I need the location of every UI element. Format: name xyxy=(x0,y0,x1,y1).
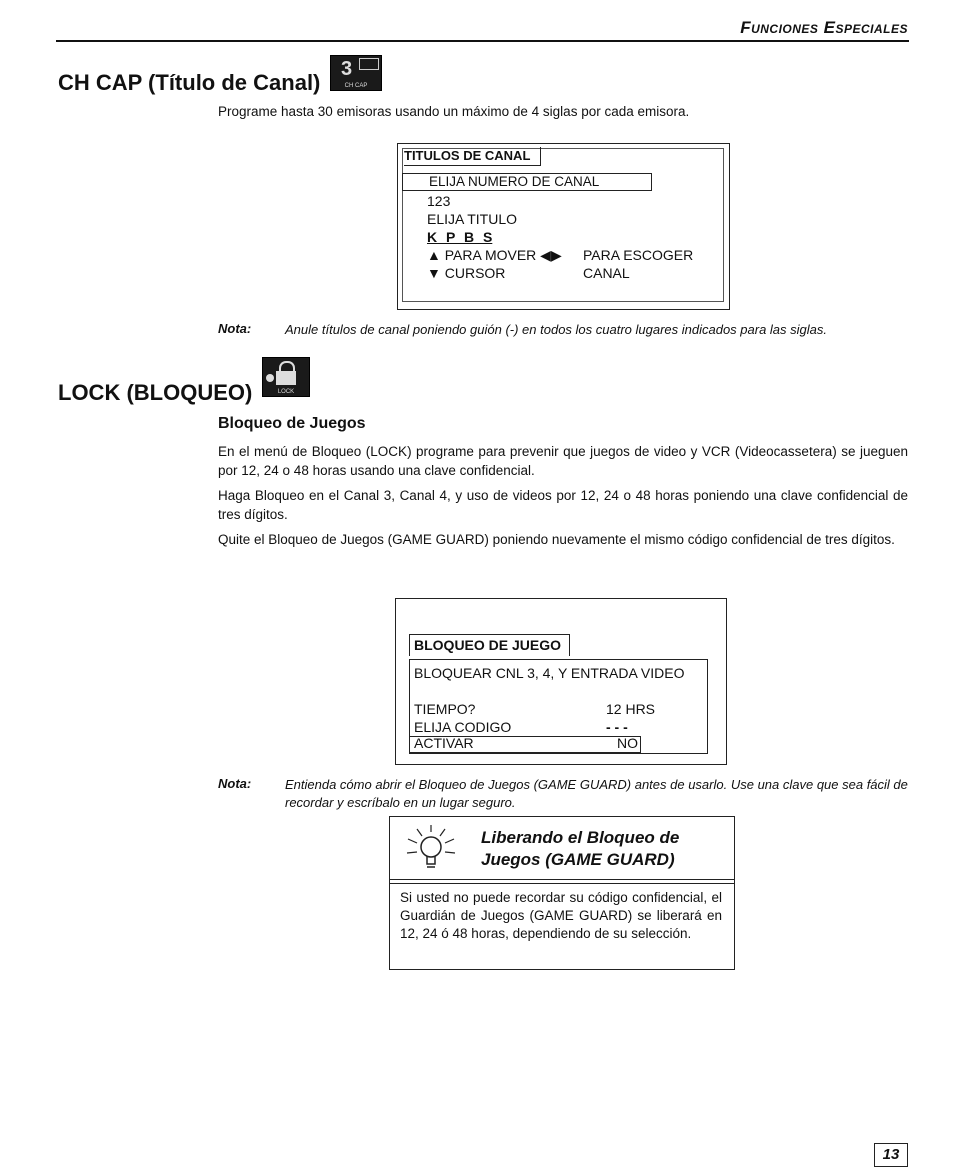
tip-title-line-2: Juegos (GAME GUARD) xyxy=(481,850,675,869)
lock-screen-tab: BLOQUEO DE JUEGO xyxy=(409,634,570,656)
chcap-screen-tab: TITULOS DE CANAL xyxy=(404,147,541,166)
chcap-canal-label: CANAL xyxy=(583,265,630,281)
lock-para-1: En el menú de Bloqueo (LOCK) programe para prevenir que juegos de video y VCR (Videocassetera) se jueguen por 12, 24 o 48 horas usando una clave confidencial. xyxy=(218,444,908,478)
chcap-icon-number: 3 xyxy=(341,58,353,80)
lock-time-label: TIEMPO? xyxy=(414,701,476,717)
chcap-choose-title: ELIJA TITULO xyxy=(427,211,517,227)
running-header-text: Funciones Especiales xyxy=(740,18,908,37)
lock-code-label: ELIJA CODIGO xyxy=(414,719,512,735)
lock-subhead: Bloqueo de Juegos xyxy=(218,415,366,432)
chcap-choose-label: PARA ESCOGER xyxy=(583,247,694,263)
chcap-icon xyxy=(330,55,382,91)
lock-title: LOCK (BLOQUEO) xyxy=(58,380,253,405)
chcap-channel-field[interactable]: ELIJA NUMERO DE CANAL xyxy=(402,173,652,191)
tip-box xyxy=(389,816,735,970)
tip-title-line-1: Liberando el Bloqueo de xyxy=(481,828,680,847)
page-number: 13 xyxy=(874,1143,908,1167)
padlock-body-icon xyxy=(276,371,296,385)
chcap-icon-caption: CH CAP xyxy=(344,83,368,89)
tip-divider-2 xyxy=(390,883,734,884)
lock-para-2: Haga Bloqueo en el Canal 3, Canal 4, y uso de videos por 12, 24 o 48 horas poniendo una clave confidencial de tres dígitos. xyxy=(218,488,908,522)
chcap-move-label: ▲ PARA MOVER ◀▶ xyxy=(427,247,562,263)
lock-activate-row[interactable] xyxy=(409,736,641,753)
header-rule xyxy=(56,40,909,42)
key-icon xyxy=(266,374,274,382)
chcap-letters: K P B S xyxy=(427,229,493,245)
tip-divider xyxy=(390,879,734,880)
chcap-cursor-label: ▼ CURSOR xyxy=(427,265,506,281)
lock-time-value[interactable]: 12 HRS xyxy=(606,701,656,717)
chcap-channel-number: 123 xyxy=(427,193,451,209)
lock-para-3: Quite el Bloqueo de Juegos (GAME GUARD) poniendo nuevamente el mismo código confidencial de tres dígitos. xyxy=(218,532,895,547)
lock-code-value[interactable]: - - - xyxy=(606,719,628,735)
lock-note-label: Nota: xyxy=(218,776,252,791)
running-header xyxy=(740,18,908,38)
tip-body: Si usted no puede recordar su código confidencial, el Guardián de Juegos (GAME GUARD) se liberará en 12, 24 ó 48 horas, dependiendo de su selección. xyxy=(400,890,722,941)
chcap-title: CH CAP (Título de Canal) xyxy=(58,70,321,95)
chcap-note: Anule títulos de canal poniendo guión (-) en todos los cuatro lugares indicados para las siglas. xyxy=(285,322,828,337)
lock-activate-label: ACTIVAR xyxy=(414,735,474,751)
lock-channels-line: BLOQUEAR CNL 3, 4, Y ENTRADA VIDEO xyxy=(414,665,685,681)
chcap-intro: Programe hasta 30 emisoras usando un máximo de 4 siglas por cada emisora. xyxy=(218,104,690,119)
tv-icon xyxy=(359,58,379,70)
lock-icon-caption: LOCK xyxy=(277,389,295,395)
chcap-note-label: Nota: xyxy=(218,321,252,336)
lightbulb-icon xyxy=(400,823,462,875)
chcap-screen xyxy=(397,143,730,310)
lock-note: Entienda cómo abrir el Bloqueo de Juegos (GAME GUARD) antes de usarlo. Use una clave que sea fácil de recordar y escríbalo en un lugar seguro. xyxy=(285,777,908,810)
lock-screen xyxy=(395,598,727,765)
lock-icon xyxy=(262,357,310,397)
lock-activate-value: NO xyxy=(617,735,638,751)
